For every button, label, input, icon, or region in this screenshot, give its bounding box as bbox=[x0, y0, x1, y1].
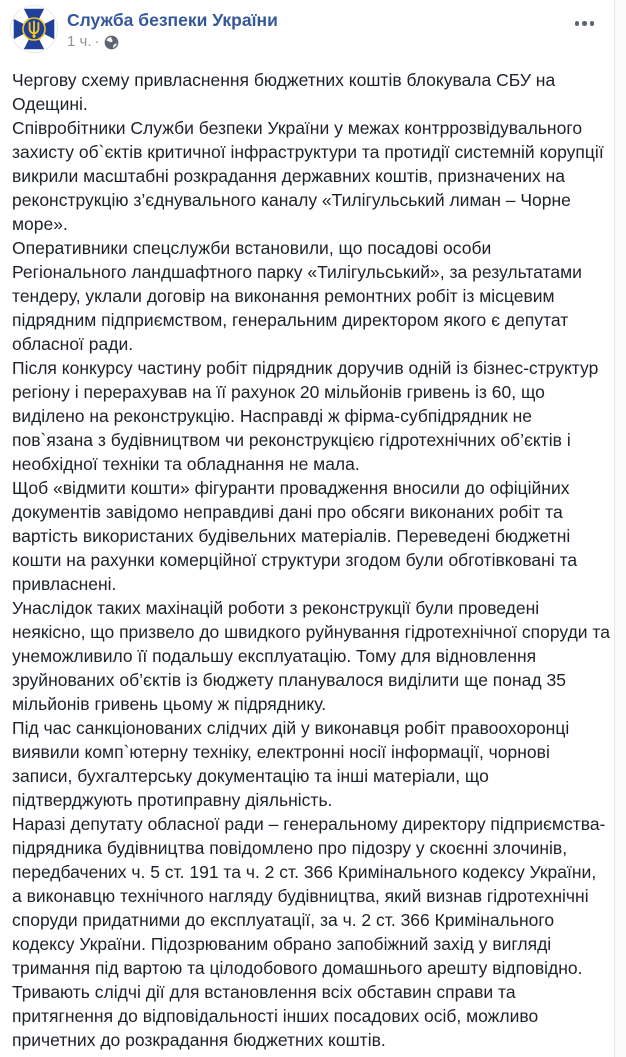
post-paragraph: Після конкурсу частину робіт підрядник доручив одній із бізнес-структур регіону і перерахував на її рахунок 20 мільйонів гривень із 60, що виділено на реконструкцію. Насправді ж фірма-субпідрядник не пов`язана з будівництвом чи реконструкцією гідротехнічних об’єктів і необхідної техніки та обладнання не мала. bbox=[12, 358, 604, 474]
meta-separator: · bbox=[94, 33, 100, 50]
header-info bbox=[67, 5, 571, 51]
post-paragraph: Під час санкціонованих слідчих дій у виконавця робіт правоохоронці виявили комп`ютерну техніку, електронні носії інформації, чорнові записи, бухгалтерську документацію та інші матеріали, що підтверджують протиправну діяльність. bbox=[12, 718, 575, 810]
more-options-button[interactable] bbox=[571, 15, 599, 32]
timestamp-link[interactable]: 1 ч. bbox=[67, 33, 92, 50]
post-header bbox=[0, 0, 614, 53]
post-paragraph: Унаслідок таких махінацій роботи з реконструкції були проведені неякісно, що призвело до швидкого руйнування гідротехнічної споруди та унеможливило її подальшу експлуатацію. Тому для відновлення зруйнованих об’єктів із бюджету планувалося виділити ще понад 35 мільйонів гривень цьому ж підряднику. bbox=[12, 598, 615, 714]
post-paragraph: Чергову схему привласнення бюджетних коштів блокувала СБУ на Одещині. bbox=[12, 70, 561, 114]
globe-icon bbox=[104, 35, 119, 50]
post-paragraph: Щоб «відмити кошти» фігуранти провадження вносили до офіційних документів завідомо неправдиві дані про обсяги виконаних робіт та вартість використаних будівельних матеріалів. Переведені бюджетні кошти на рахунки комерційної структури згодом були обготівковані та привласнені. bbox=[12, 478, 583, 594]
post-paragraph: Наразі депутату обласної ради – генеральному директору підприємства-підрядника будівництва повідомлено про підозру у скоєнні злочинів, передбачених ч. 5 ст. 191 та ч. 2 ст. 366 Кримінального кодексу України, а виконавцю технічного нагляду будівництва, який визнав гідротехнічні споруди придатними до експлуатації, за ч. 2 ст. 366 Кримінального кодексу України. Підозрюваним обрано запобіжний захід у вигляді тримання під вартою та цілодобового домашнього арешту відповідно. bbox=[12, 814, 606, 978]
post-paragraph: Тривають слідчі дії для встановлення всіх обставин справи та притягнення до відповідальності інших посадових осіб, можливо причетних до розкрадання бюджетних коштів. bbox=[12, 982, 544, 1050]
post-paragraph: Оперативники спецслужби встановили, що посадові особи Регіонального ландшафтного парку «Тилігульський», за результатами тендеру, уклали договір на виконання ремонтних робіт із місцевим підрядним підприємством, генеральним директором якого є депутат обласної ради. bbox=[12, 238, 587, 354]
sbu-emblem-icon bbox=[10, 5, 58, 53]
page-name-link[interactable]: Служба безпеки України bbox=[67, 10, 278, 30]
ellipsis-icon bbox=[590, 21, 595, 26]
ellipsis-icon bbox=[582, 21, 587, 26]
post-meta bbox=[67, 33, 571, 51]
page-avatar[interactable] bbox=[10, 5, 58, 53]
ellipsis-icon bbox=[575, 21, 580, 26]
post-text bbox=[0, 53, 614, 1052]
post-paragraph: Співробітники Служби безпеки України у межах контррозвідувального захисту об`єктів критичної інфраструктури та протидії системній корупції викрили масштабні розкрадання державних коштів, призначених на реконструкцію з’єднувального каналу «Тилігульський лиман – Чорне море». bbox=[12, 118, 609, 234]
